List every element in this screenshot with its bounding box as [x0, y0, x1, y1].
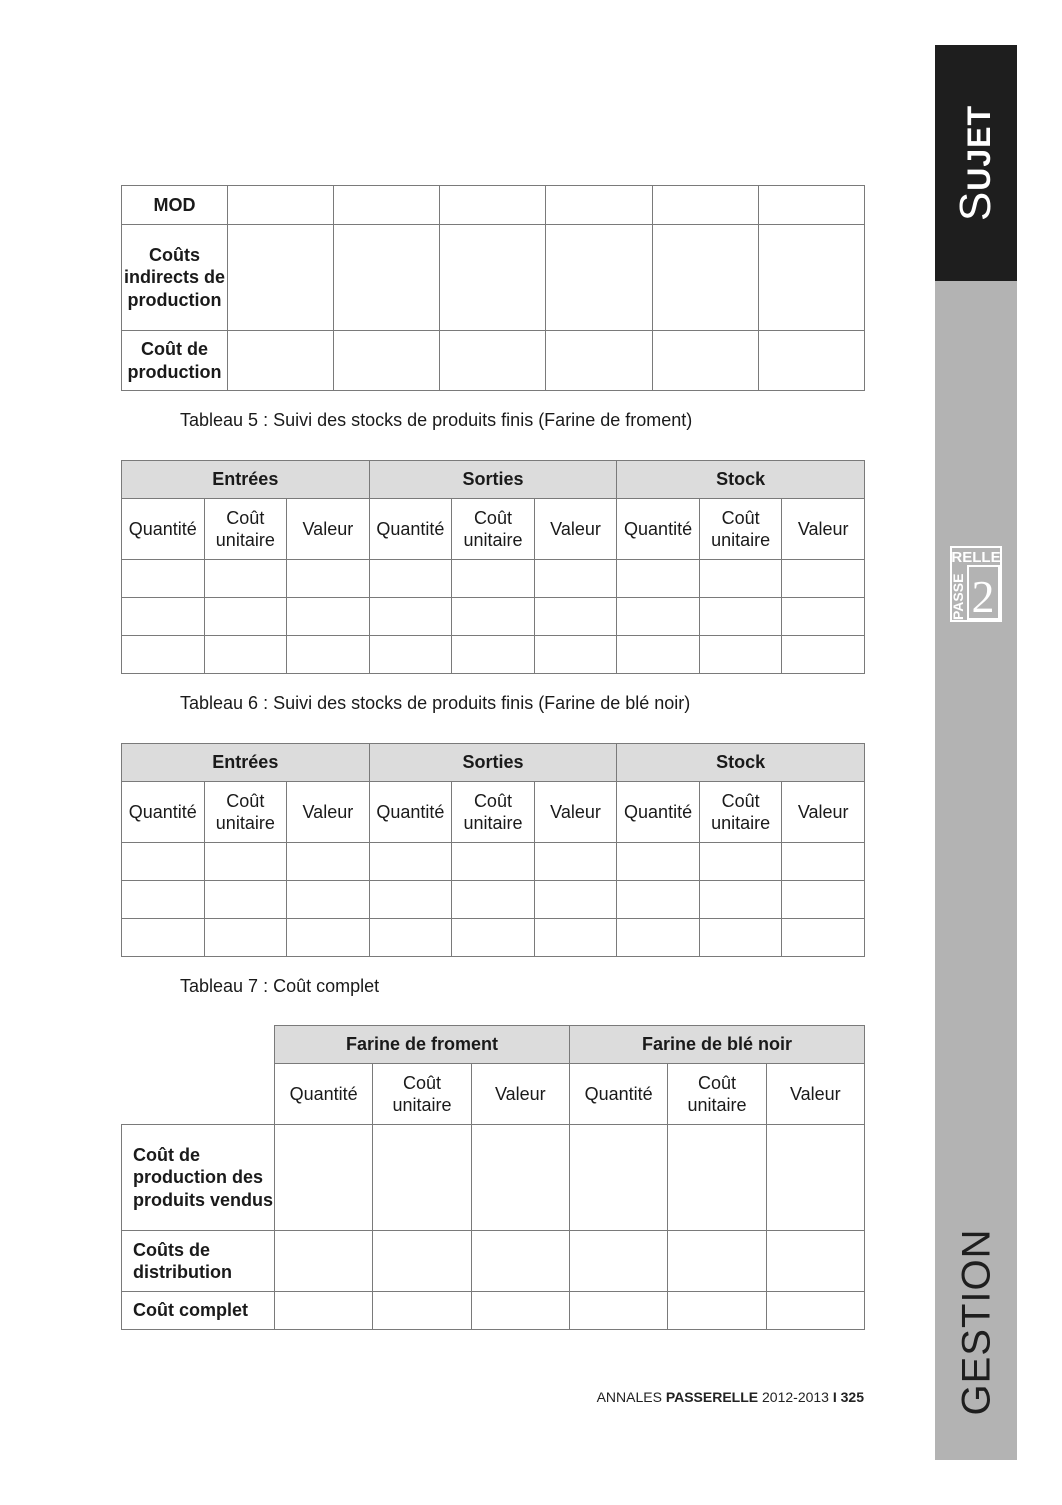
row-label-full-cost: Coût complet [122, 1292, 275, 1330]
col-cout-unitaire: Coût unitaire [204, 782, 287, 843]
section-label-sujet: SUJET [951, 104, 1000, 222]
col-cout-unitaire: Coût unitaire [699, 782, 782, 843]
col-valeur: Valeur [534, 782, 617, 843]
col-valeur: Valeur [782, 499, 865, 560]
page-number: 325 [836, 1389, 864, 1405]
tableau7-full-cost-table [121, 1025, 865, 1330]
group-header-sorties: Sorties [369, 461, 617, 499]
col-quantite: Quantité [369, 499, 452, 560]
production-cost-table [121, 185, 865, 391]
col-valeur: Valeur [782, 782, 865, 843]
col-cout-unitaire: Coût unitaire [373, 1064, 471, 1125]
col-quantite: Quantité [275, 1064, 373, 1125]
row-label-mod: MOD [122, 186, 228, 225]
col-cout-unitaire: Coût unitaire [699, 499, 782, 560]
tableau6-caption: Tableau 6 : Suivi des stocks de produits finis (Farine de blé noir) [180, 693, 691, 713]
col-cout-unitaire: Coût unitaire [204, 499, 287, 560]
col-valeur: Valeur [534, 499, 617, 560]
col-cout-unitaire: Coût unitaire [668, 1064, 766, 1125]
group-header-entrees: Entrées [122, 461, 370, 499]
tableau6-stock-table [121, 743, 865, 957]
col-quantite: Quantité [569, 1064, 667, 1125]
logo-passe-text: PASSE [950, 573, 966, 620]
page-footer: ANNALES PASSERELLE 2012-2013 I 325 [596, 1389, 864, 1405]
group-header-stock: Stock [617, 461, 865, 499]
tableau5-caption: Tableau 5 : Suivi des stocks de produits finis (Farine de froment) [180, 410, 693, 430]
col-quantite: Quantité [122, 499, 205, 560]
tableau7-caption: Tableau 7 : Coût complet [180, 976, 380, 996]
col-quantite: Quantité [122, 782, 205, 843]
group-header-ble-noir: Farine de blé noir [569, 1026, 864, 1064]
passerelle-logo [950, 546, 1002, 622]
col-quantite: Quantité [369, 782, 452, 843]
tableau5-stock-table [121, 460, 865, 674]
col-cout-unitaire: Coût unitaire [452, 782, 535, 843]
group-header-entrees: Entrées [122, 744, 370, 782]
col-cout-unitaire: Coût unitaire [452, 499, 535, 560]
row-label-production-cost: Coût de production [122, 331, 228, 391]
row-label-cost-of-goods-sold: Coût de production des produits vendus [122, 1125, 275, 1231]
col-valeur: Valeur [287, 782, 370, 843]
group-header-sorties: Sorties [369, 744, 617, 782]
logo-relle-text: RELLE [951, 549, 1001, 566]
row-label-distribution-costs: Coûts de distribution [122, 1231, 275, 1292]
col-valeur: Valeur [287, 499, 370, 560]
group-header-froment: Farine de froment [275, 1026, 570, 1064]
col-quantite: Quantité [617, 782, 700, 843]
section-label-gestion: GESTION [954, 1228, 999, 1416]
col-quantite: Quantité [617, 499, 700, 560]
row-label-indirect-costs: Coûts indirects de production [122, 225, 228, 331]
col-valeur: Valeur [766, 1064, 864, 1125]
group-header-stock: Stock [617, 744, 865, 782]
col-valeur: Valeur [471, 1064, 569, 1125]
logo-number: 2 [971, 571, 995, 622]
